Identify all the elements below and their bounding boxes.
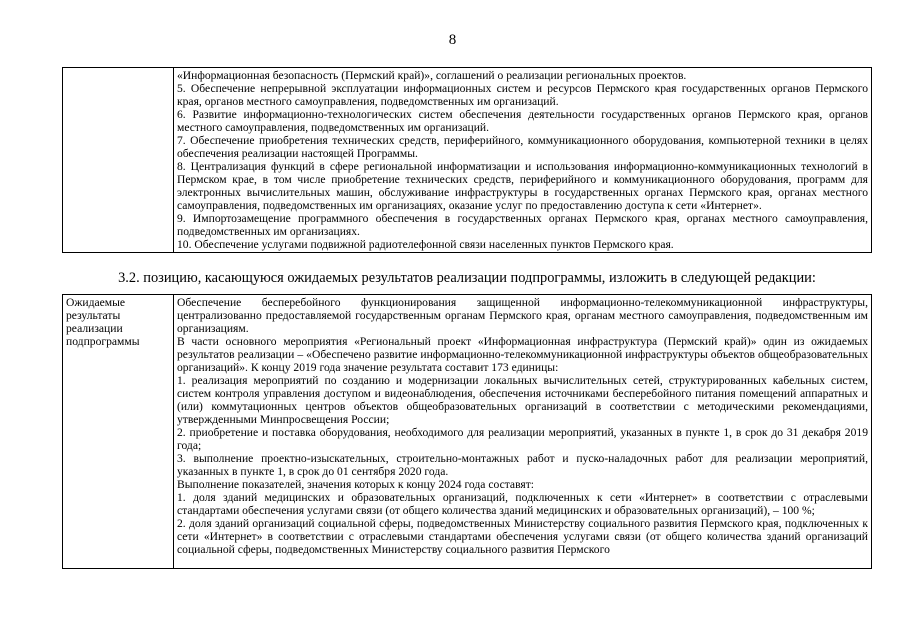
expected-results-cell bbox=[174, 295, 872, 569]
tasks-cell bbox=[174, 68, 872, 253]
expected-results-label: Ожидаемые результаты реализации подпрограммы bbox=[63, 295, 174, 569]
result-line: 3. выполнение проектно-изыскательных, строительно-монтажных работ и пуско-наладочных работ для реализации мероприятий, указанных в пункте 1, в срок до 01 сентября 2020 года. bbox=[177, 452, 868, 478]
task-line: «Информационная безопасность (Пермский край)», соглашений о реализации региональных проектов. bbox=[177, 69, 687, 82]
task-line: 10. Обеспечение услугами подвижной радиотелефонной связи населенных пунктов Пермского края. bbox=[177, 238, 674, 251]
result-line: 2. приобретение и поставка оборудования, необходимого для реализации мероприятий, указанных в пункте 1, в срок до 31 декабря 2019 года; bbox=[177, 426, 868, 452]
result-line: 1. реализация мероприятий по созданию и модернизации локальных вычислительных сетей, структурированных кабельных систем, систем контроля управления доступом и видеонаблюдения, обеспечения источниками бесперебойного питания помещений аппаратных и (или) коммутационных центров объектов общеобразовательных организаций в соответствии с методическими рекомендациями, утвержденными Минпросвещения России; bbox=[177, 374, 868, 426]
result-line: 1. доля зданий медицинских и образовательных организаций, подключенных к сети «Интернет» в соответствии с отраслевыми стандартами обеспечения услугами связи (от общего количества зданий медицинских и образовательных организаций), – 100 %; bbox=[177, 491, 868, 517]
page-number: 8 bbox=[448, 32, 457, 48]
result-line: Обеспечение бесперебойного функционирования защищенной информационно-телекоммуникационной инфраструктуры, централизованно предоставляемой государственным органам Пермского края, органам местного самоуправления, подведомственным им организациям. bbox=[177, 296, 868, 335]
empty-label-cell bbox=[63, 68, 174, 253]
task-line: 8. Централизация функций в сфере региональной информатизации и использования информационно-коммуникационных технологий в Пермском крае, в том числе приобретение технических средств, периферийного и коммуникационного оборудования, программ для электронных вычислительных машин, обслуживание инфраструктуры в государственных органах Пермского края, органах местного самоуправления, подведомственных им организациях, оказание услуг по предоставлению доступа к сети «Интернет». bbox=[177, 160, 868, 212]
result-line: Выполнение показателей, значения которых к концу 2024 года составят: bbox=[177, 478, 535, 491]
result-line: 2. доля зданий организаций социальной сферы, подведомственных Министерству социального развития Пермского края, подключенных к сети «Интернет» в соответствии с отраслевыми стандартами обеспечения услугами связи (от общего количества зданий организаций социальной сферы, подведомственных Министерству социального развития Пермского bbox=[177, 517, 868, 556]
task-line: 6. Развитие информационно-технологических систем обеспечения деятельности государственных органов Пермского края, органов местного самоуправления, подведомственных им организаций. bbox=[177, 108, 868, 134]
result-line: В части основного мероприятия «Региональный проект «Информационная инфраструктура (Пермский край)» один из ожидаемых результатов реализации – «Обеспечено развитие информационно-телекоммуникационной инфраструктуры объектов общеобразовательных организаций». К концу 2019 года значение результата составит 173 единицы: bbox=[177, 335, 868, 374]
section-heading: 3.2. позицию, касающуюся ожидаемых результатов реализации подпрограммы, изложить в следующей редакции: bbox=[118, 270, 816, 286]
task-line: 9. Импортозамещение программного обеспечения в государственных органах Пермского края, органах местного самоуправления, подведомственных им организациях. bbox=[177, 212, 868, 238]
continued-table bbox=[62, 67, 872, 253]
task-line: 7. Обеспечение приобретения технических средств, периферийного, коммуникационного оборудования, компьютерной техники в целях обеспечения реализации настоящей Программы. bbox=[177, 134, 868, 160]
task-line: 5. Обеспечение непрерывной эксплуатации информационных систем и ресурсов Пермского края государственных органов Пермского края, органов местного самоуправления, подведомственных им организаций. bbox=[177, 82, 868, 108]
expected-results-table bbox=[62, 294, 872, 569]
